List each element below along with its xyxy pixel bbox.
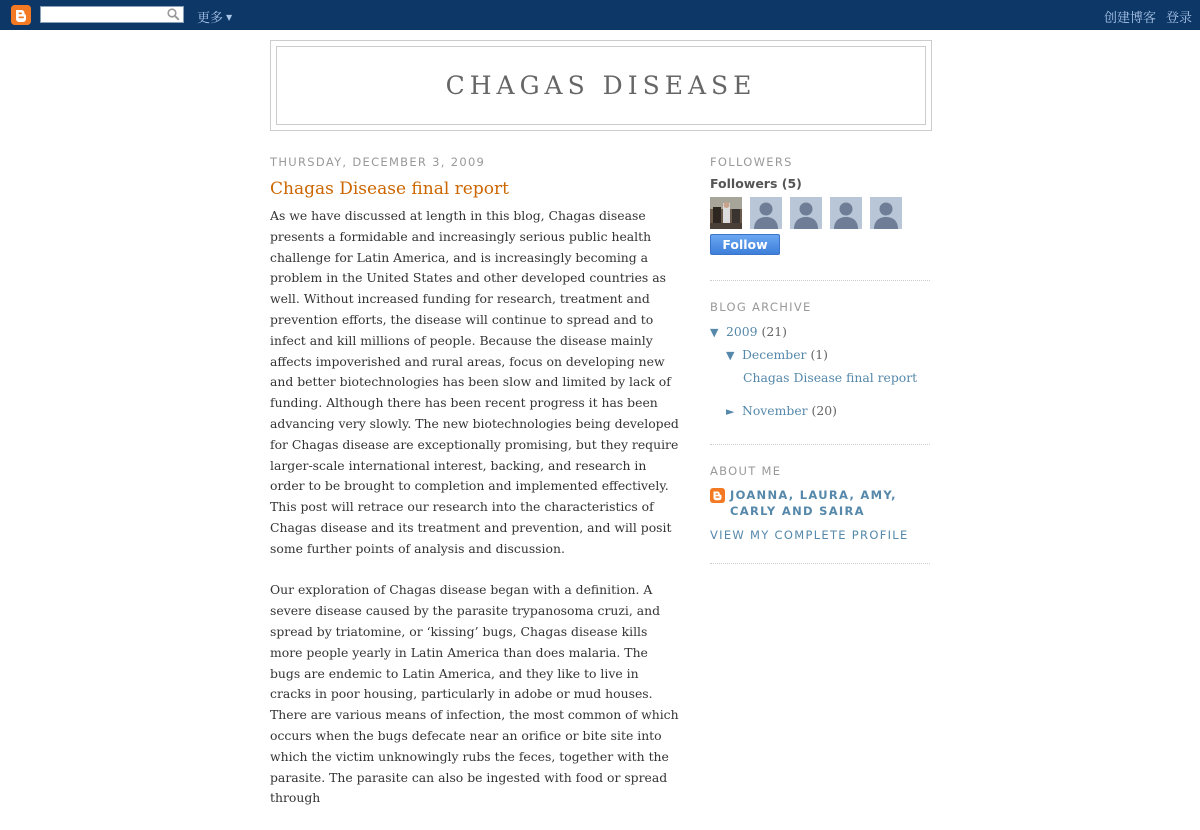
follower-avatar-default[interactable] xyxy=(750,197,782,229)
blogger-logo-icon[interactable] xyxy=(11,5,31,25)
follow-button[interactable]: Follow xyxy=(710,234,780,255)
post-title[interactable]: Chagas Disease final report xyxy=(270,179,509,199)
archive-month-count: (1) xyxy=(810,347,828,362)
navbar-right-links xyxy=(1094,7,1192,26)
follower-avatar-default[interactable] xyxy=(790,197,822,229)
more-menu[interactable] xyxy=(197,7,232,26)
archive-month-count: (20) xyxy=(811,403,837,418)
archive-post-row xyxy=(710,367,930,389)
expand-triangle-icon[interactable]: ▼ xyxy=(710,326,719,339)
followers-count: Followers (5) xyxy=(710,176,802,191)
archive-month-row xyxy=(710,344,930,367)
author-name-link[interactable]: JOANNA, LAURA, AMY, CARLY AND SAIRA xyxy=(730,488,897,518)
blog-header-inner xyxy=(276,46,926,125)
followers-widget-title: FOLLOWERS xyxy=(710,155,793,169)
followers-widget xyxy=(710,152,930,255)
post-date: THURSDAY, DECEMBER 3, 2009 xyxy=(270,155,486,169)
follower-avatar-default[interactable] xyxy=(870,197,902,229)
about-me-widget-title: ABOUT ME xyxy=(710,464,782,478)
search-input[interactable] xyxy=(41,12,169,26)
follower-avatar-photo[interactable] xyxy=(710,197,742,229)
archive-year-row xyxy=(710,321,930,344)
about-me-profile xyxy=(710,487,930,519)
post-body xyxy=(270,206,682,809)
login-link[interactable]: 登录 xyxy=(1165,11,1192,26)
about-me-widget xyxy=(710,461,930,542)
sidebar-divider xyxy=(710,563,930,564)
post-paragraph: As we have discussed at length in this blog, Chagas disease presents a formidable and increasingly serious public health challenge for Latin America, and is increasingly becoming a problem in the United States and other developed countries as well. Without increased funding for research, treatment and prevention efforts, the disease will continue to spread and to infect and kill millions of people. Because the disease mainly affects impoverished and rural areas, focus on developing new and better biotechnologies has been slow and limited by lack of funding. Although there has been recent progress it has been advancing very slowly. The new biotechnologies being developed for Chagas disease are exceptionally promising, but they require larger-scale international interest, backing, and research in order to be brought to completion and implemented effectively. This post will retrace our research into the characteristics of Chagas disease and its treatment and prevention, and will posit some further points of analysis and discussion. xyxy=(270,208,679,556)
archive-widget-title: BLOG ARCHIVE xyxy=(710,300,812,314)
blogger-navbar xyxy=(0,0,1200,30)
collapse-triangle-icon[interactable]: ► xyxy=(726,405,735,418)
create-blog-link[interactable]: 创建博客 xyxy=(1103,11,1156,26)
post-paragraph: Our exploration of Chagas disease began with a definition. A severe disease caused by the parasite trypanosoma cruzi, and spread by triatomine, or ‘kissing’ bugs, Chagas disease kills more people yearly in Latin America than does malaria. The bugs are endemic to Latin America, and they like to live in cracks in poor housing, particularly in adobe or mud houses. There are various means of infection, the most common of which occurs when the bugs defecate near an orifice or bite site into which the victim unknowingly rubs the feces, together with the parasite. The parasite can also be ingested with food or spread through xyxy=(270,582,679,806)
archive-month-row xyxy=(710,400,930,423)
archive-year-count: (21) xyxy=(761,324,787,339)
follower-avatar-default[interactable] xyxy=(830,197,862,229)
blog-title[interactable]: CHAGAS DISEASE xyxy=(445,71,757,100)
blogger-profile-icon xyxy=(710,488,725,503)
view-profile-link[interactable]: VIEW MY COMPLETE PROFILE xyxy=(710,528,909,542)
chevron-down-icon: ▼ xyxy=(226,13,233,22)
archive-post-link[interactable]: Chagas Disease final report xyxy=(743,370,918,385)
more-menu-label: 更多 xyxy=(197,11,224,26)
archive-year-link[interactable]: 2009 xyxy=(726,324,758,339)
main-column xyxy=(270,152,682,830)
blog-archive-widget xyxy=(710,297,930,423)
blog-header xyxy=(270,40,932,131)
navbar-search-box[interactable] xyxy=(40,6,184,23)
expand-triangle-icon[interactable]: ▼ xyxy=(726,349,735,362)
archive-month-link[interactable]: December xyxy=(742,347,807,362)
search-icon[interactable] xyxy=(167,8,180,21)
archive-month-link[interactable]: November xyxy=(742,403,808,418)
follower-avatars xyxy=(710,197,930,229)
sidebar xyxy=(710,152,930,564)
